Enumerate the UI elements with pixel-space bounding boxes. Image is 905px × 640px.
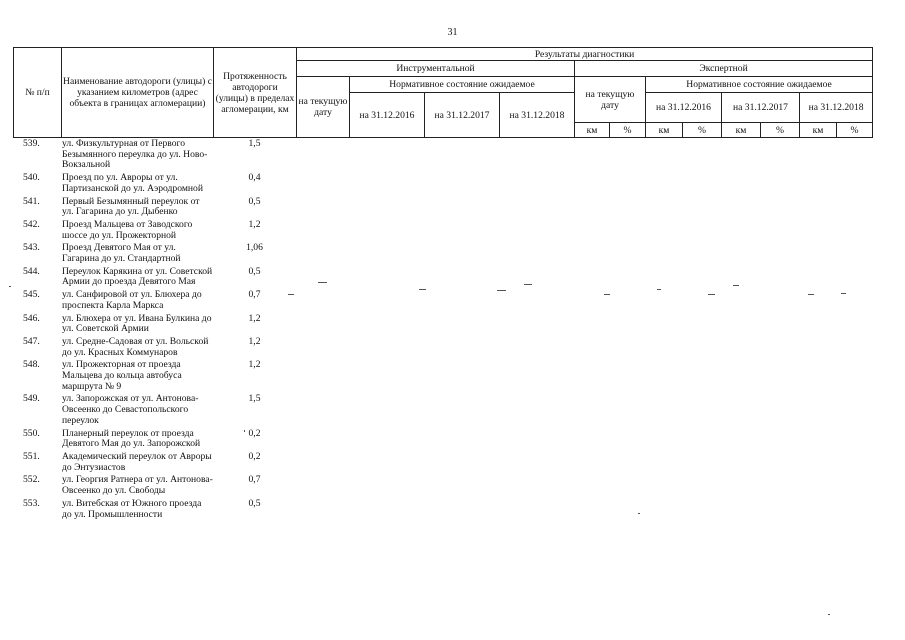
unit-percent: %: [610, 123, 646, 138]
road-name: ул. Физкультурная от Первого Безымянного переулка до ул. Ново-Вокзальной: [62, 138, 208, 171]
road-length: 1,5: [248, 138, 261, 149]
scan-speck: [657, 289, 661, 290]
road-name: ул. Запорожская от ул. Антонова-Овсеенко до Севастопольского переулок: [62, 393, 199, 426]
road-length: 1,2: [248, 312, 261, 324]
row-number: 551.: [23, 450, 40, 462]
unit-percent: %: [837, 123, 873, 138]
row-number: 539.: [23, 138, 40, 149]
road-length: 0,4: [248, 172, 261, 184]
road-length: 0,5: [248, 497, 261, 509]
header-instrumental-2018: на 31.12.2018: [500, 93, 575, 138]
road-length: 0,5: [248, 265, 261, 277]
header-instrumental: Инструментальной: [297, 61, 575, 77]
table-body: [13, 139, 313, 522]
header-diagnostics-results: Результаты диагностики: [297, 48, 873, 61]
scan-speck: [733, 285, 739, 286]
road-name: Первый Безымянный переулок от ул. Гагарина до ул. Дыбенко: [62, 195, 200, 218]
scan-speck: [604, 294, 610, 295]
header-expert-current-date: на текущую дату: [575, 77, 646, 123]
header-expert-normative: Нормативное состояние ожидаемое: [646, 77, 873, 93]
scan-speck: [708, 294, 715, 295]
row-number: 546.: [23, 312, 40, 324]
column-header-length: Протяженность автодороги (улицы) в пределах агломерации, км: [214, 48, 297, 138]
table-row: [13, 360, 313, 392]
road-name: Проезд Девятого Мая от ул. Гагарина до ул. Стандартной: [62, 242, 181, 265]
row-number: 549.: [23, 393, 40, 405]
page-number: 31: [447, 27, 458, 38]
unit-km: км: [575, 123, 610, 138]
row-number: 543.: [23, 242, 40, 254]
road-length: 0,2: [248, 450, 261, 462]
road-name: ул. Средне-Садовая от ул. Вольской до ул. Красных Коммунаров: [62, 335, 209, 358]
road-length: 1,2: [248, 335, 261, 347]
column-header-road-name: Наименование автодороги (улицы) с указанием километров (адрес объекта в границах агломерации): [62, 48, 214, 138]
road-name: Академический переулок от Авроры до Энтузиастов: [62, 450, 212, 473]
row-number: 550.: [23, 427, 40, 439]
unit-km: км: [800, 123, 837, 138]
road-name: ул. Георгия Ратнера от ул. Антонова-Овсеенко до ул. Свободы: [62, 474, 213, 497]
scan-speck: [841, 293, 846, 294]
road-length: 1,06: [246, 242, 263, 254]
header-instrumental-normative: Нормативное состояние ожидаемое: [350, 77, 575, 93]
road-name: Проезд по ул. Авроры от ул. Партизанской до ул. Аэродромной: [62, 172, 203, 194]
table-row: [13, 197, 313, 218]
header-instrumental-current-date: на текущую дату: [297, 77, 350, 138]
scan-speck: [524, 284, 532, 285]
table-row: [13, 499, 313, 520]
road-length: 1,2: [248, 218, 261, 230]
scan-speck: [318, 282, 327, 283]
row-number: 553.: [23, 497, 40, 509]
row-number: 540.: [23, 172, 40, 184]
table-row: [13, 452, 313, 473]
header-expert: Экспертной: [575, 61, 873, 77]
header-expert-2016: на 31.12.2016: [646, 93, 722, 123]
table-row: [13, 475, 313, 496]
header-instrumental-2017: на 31.12.2017: [425, 93, 500, 138]
table-row: [13, 290, 313, 311]
column-header-number: № п/п: [14, 48, 62, 138]
table-row: [13, 337, 313, 358]
road-name: Планерный переулок от проезда Девятого Мая до ул. Запорожской: [62, 427, 201, 450]
table-row: [13, 243, 313, 264]
table-row: [13, 314, 313, 335]
diagnostics-table-header: [13, 47, 873, 138]
scan-speck: [828, 614, 830, 615]
road-name: ул. Витебская от Южного проезда до ул. Промышленности: [62, 497, 202, 520]
row-number: 541.: [23, 195, 40, 207]
scan-speck: [9, 286, 11, 287]
scan-speck: [497, 290, 506, 291]
road-length: 0,2: [248, 427, 261, 439]
road-length: 0,7: [248, 289, 261, 301]
unit-km: км: [646, 123, 683, 138]
table-row: [13, 267, 313, 288]
unit-percent: %: [683, 123, 722, 138]
scan-speck: [638, 513, 640, 514]
header-instrumental-2016: на 31.12.2016: [350, 93, 425, 138]
row-number: 547.: [23, 335, 40, 347]
table-row: [13, 220, 313, 241]
road-length: 1,5: [248, 393, 261, 405]
table-row: [13, 139, 313, 171]
road-name: ул. Санфировой от ул. Блюхера до проспекта Карла Маркса: [62, 289, 202, 311]
road-length: 0,5: [248, 195, 261, 207]
table-row: [13, 429, 313, 450]
scan-speck: [419, 289, 426, 290]
row-number: 545.: [23, 289, 40, 301]
road-name: Переулок Карякина от ул. Советской Армии до проезда Девятого Мая: [62, 265, 213, 288]
road-name: Проезд Мальцева от Заводского шоссе до ул. Прожекторной: [62, 218, 193, 241]
header-expert-2018: на 31.12.2018: [800, 93, 873, 123]
unit-km: км: [722, 123, 761, 138]
road-length: 1,2: [248, 359, 261, 371]
row-number: 548.: [23, 359, 40, 371]
scan-speck: [808, 294, 814, 295]
road-length: 0,7: [248, 474, 261, 486]
row-number: 544.: [23, 265, 40, 277]
road-name: ул. Блюхера от ул. Ивана Булкина до ул. Советской Армии: [62, 312, 212, 335]
table-row: [13, 173, 313, 194]
road-name: ул. Прожекторная от проезда Мальцева до кольца автобуса маршрута № 9: [62, 359, 182, 392]
table-row: [13, 394, 313, 426]
row-number: 552.: [23, 474, 40, 486]
unit-percent: %: [761, 123, 800, 138]
row-number: 542.: [23, 218, 40, 230]
header-expert-2017: на 31.12.2017: [722, 93, 800, 123]
